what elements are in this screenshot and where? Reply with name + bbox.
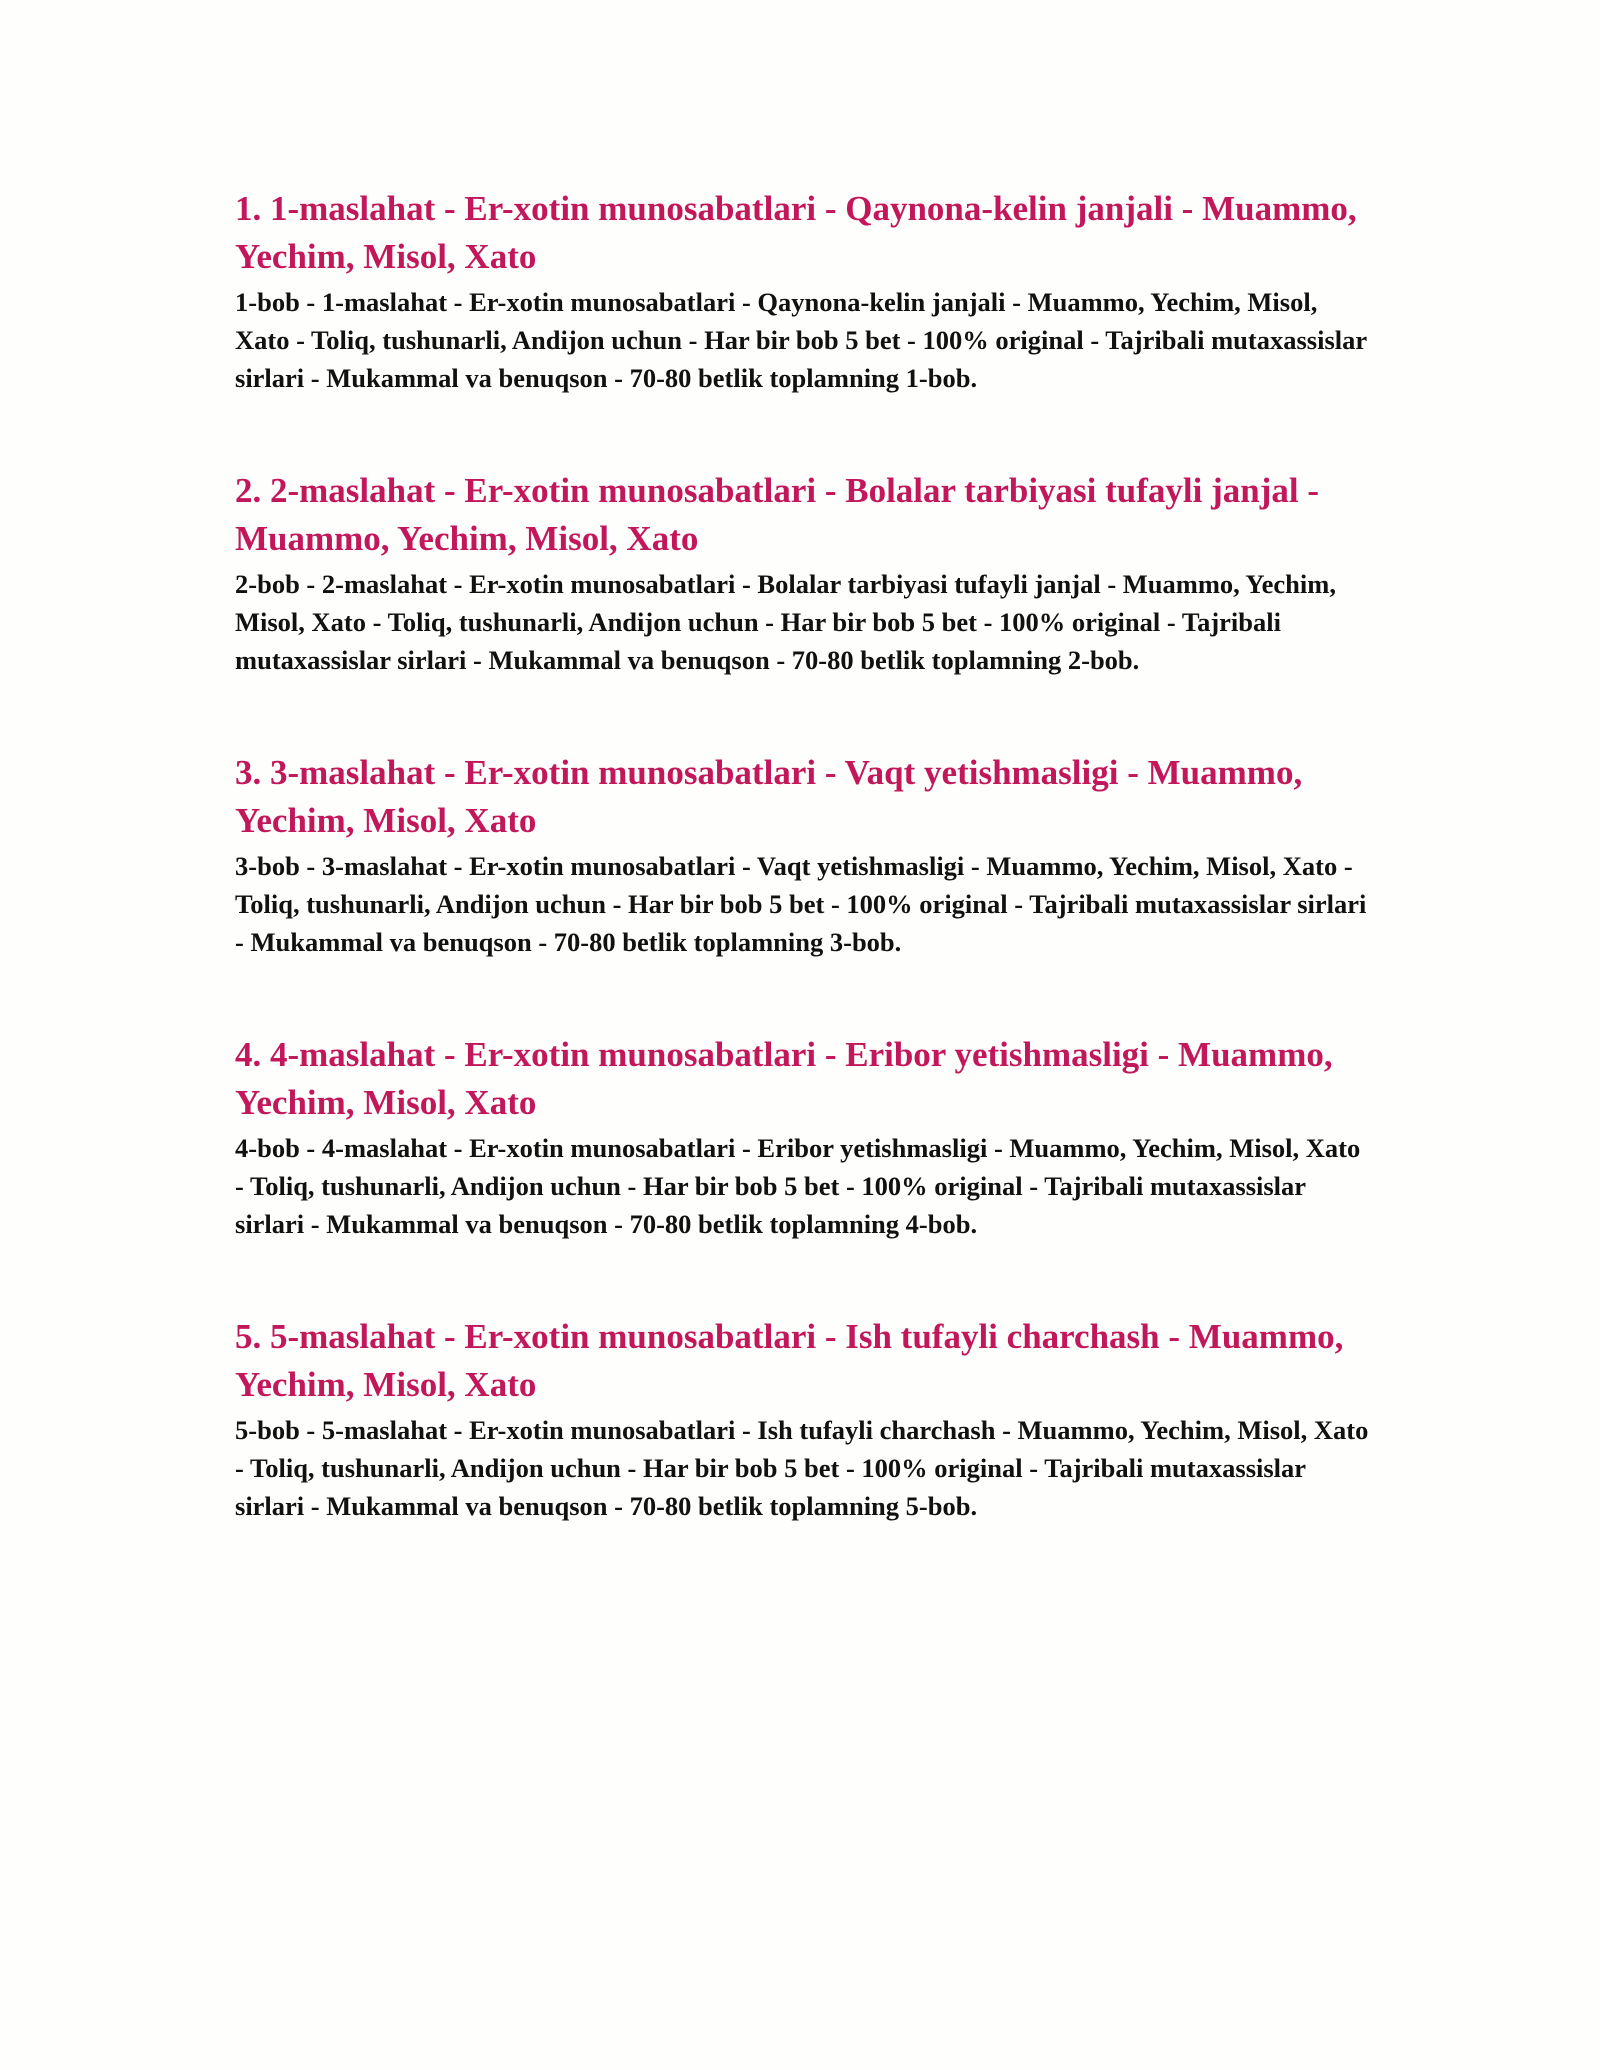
entry-description: 2-bob - 2-maslahat - Er-xotin munosabatlari - Bolalar tarbiyasi tufayli janjal - Muammo, Yechim, Misol, Xato - Toliq, tushunarli, Andijon uchun - Har bir bob 5 bet - 100% original - Tajribali mutaxassislar sirlari - Mukammal va benuqson - 70-80 betlik toplamning 2-bob.	[235, 569, 1336, 675]
entry-description: 5-bob - 5-maslahat - Er-xotin munosabatlari - Ish tufayli charchash - Muammo, Yechim, Misol, Xato - Toliq, tushunarli, Andijon uchun - Har bir bob 5 bet - 100% original - Tajribali mutaxassislar sirlari - Mukammal va benuqson - 70-80 betlik toplamning 5-bob.	[235, 1415, 1369, 1521]
entry-description: 1-bob - 1-maslahat - Er-xotin munosabatlari - Qaynona-kelin janjali - Muammo, Yechim, Misol, Xato - Toliq, tushunarli, Andijon uchun - Har bir bob 5 bet - 100% original - Tajribali mutaxassislar sirlari - Mukammal va benuqson - 70-80 betlik toplamning 1-bob.	[235, 287, 1367, 393]
entry-4	[235, 1031, 1375, 1243]
entry-title: 4. 4-maslahat - Er-xotin munosabatlari - Eribor yetishmasligi - Muammo, Yechim, Misol, Xato	[235, 1035, 1333, 1122]
entry-description: 4-bob - 4-maslahat - Er-xotin munosabatlari - Eribor yetishmasligi - Muammo, Yechim, Misol, Xato - Toliq, tushunarli, Andijon uchun - Har bir bob 5 bet - 100% original - Tajribali mutaxassislar sirlari - Mukammal va benuqson - 70-80 betlik toplamning 4-bob.	[235, 1133, 1361, 1239]
entry-3	[235, 749, 1375, 961]
entry-title: 1. 1-maslahat - Er-xotin munosabatlari - Qaynona-kelin janjali - Muammo, Yechim, Misol, Xato	[235, 189, 1357, 276]
entry-5	[235, 1313, 1375, 1525]
entry-title: 3. 3-maslahat - Er-xotin munosabatlari - Vaqt yetishmasligi - Muammo, Yechim, Misol, Xato	[235, 753, 1303, 840]
entry-title: 5. 5-maslahat - Er-xotin munosabatlari - Ish tufayli charchash - Muammo, Yechim, Misol, Xato	[235, 1317, 1344, 1404]
document-page	[235, 185, 1375, 1595]
entry-description: 3-bob - 3-maslahat - Er-xotin munosabatlari - Vaqt yetishmasligi - Muammo, Yechim, Misol, Xato - Toliq, tushunarli, Andijon uchun - Har bir bob 5 bet - 100% original - Tajribali mutaxassislar sirlari - Mukammal va benuqson - 70-80 betlik toplamning 3-bob.	[235, 851, 1367, 957]
entry-1	[235, 185, 1375, 397]
entry-2	[235, 467, 1375, 679]
entry-title: 2. 2-maslahat - Er-xotin munosabatlari - Bolalar tarbiyasi tufayli janjal - Muammo, Yechim, Misol, Xato	[235, 471, 1320, 558]
